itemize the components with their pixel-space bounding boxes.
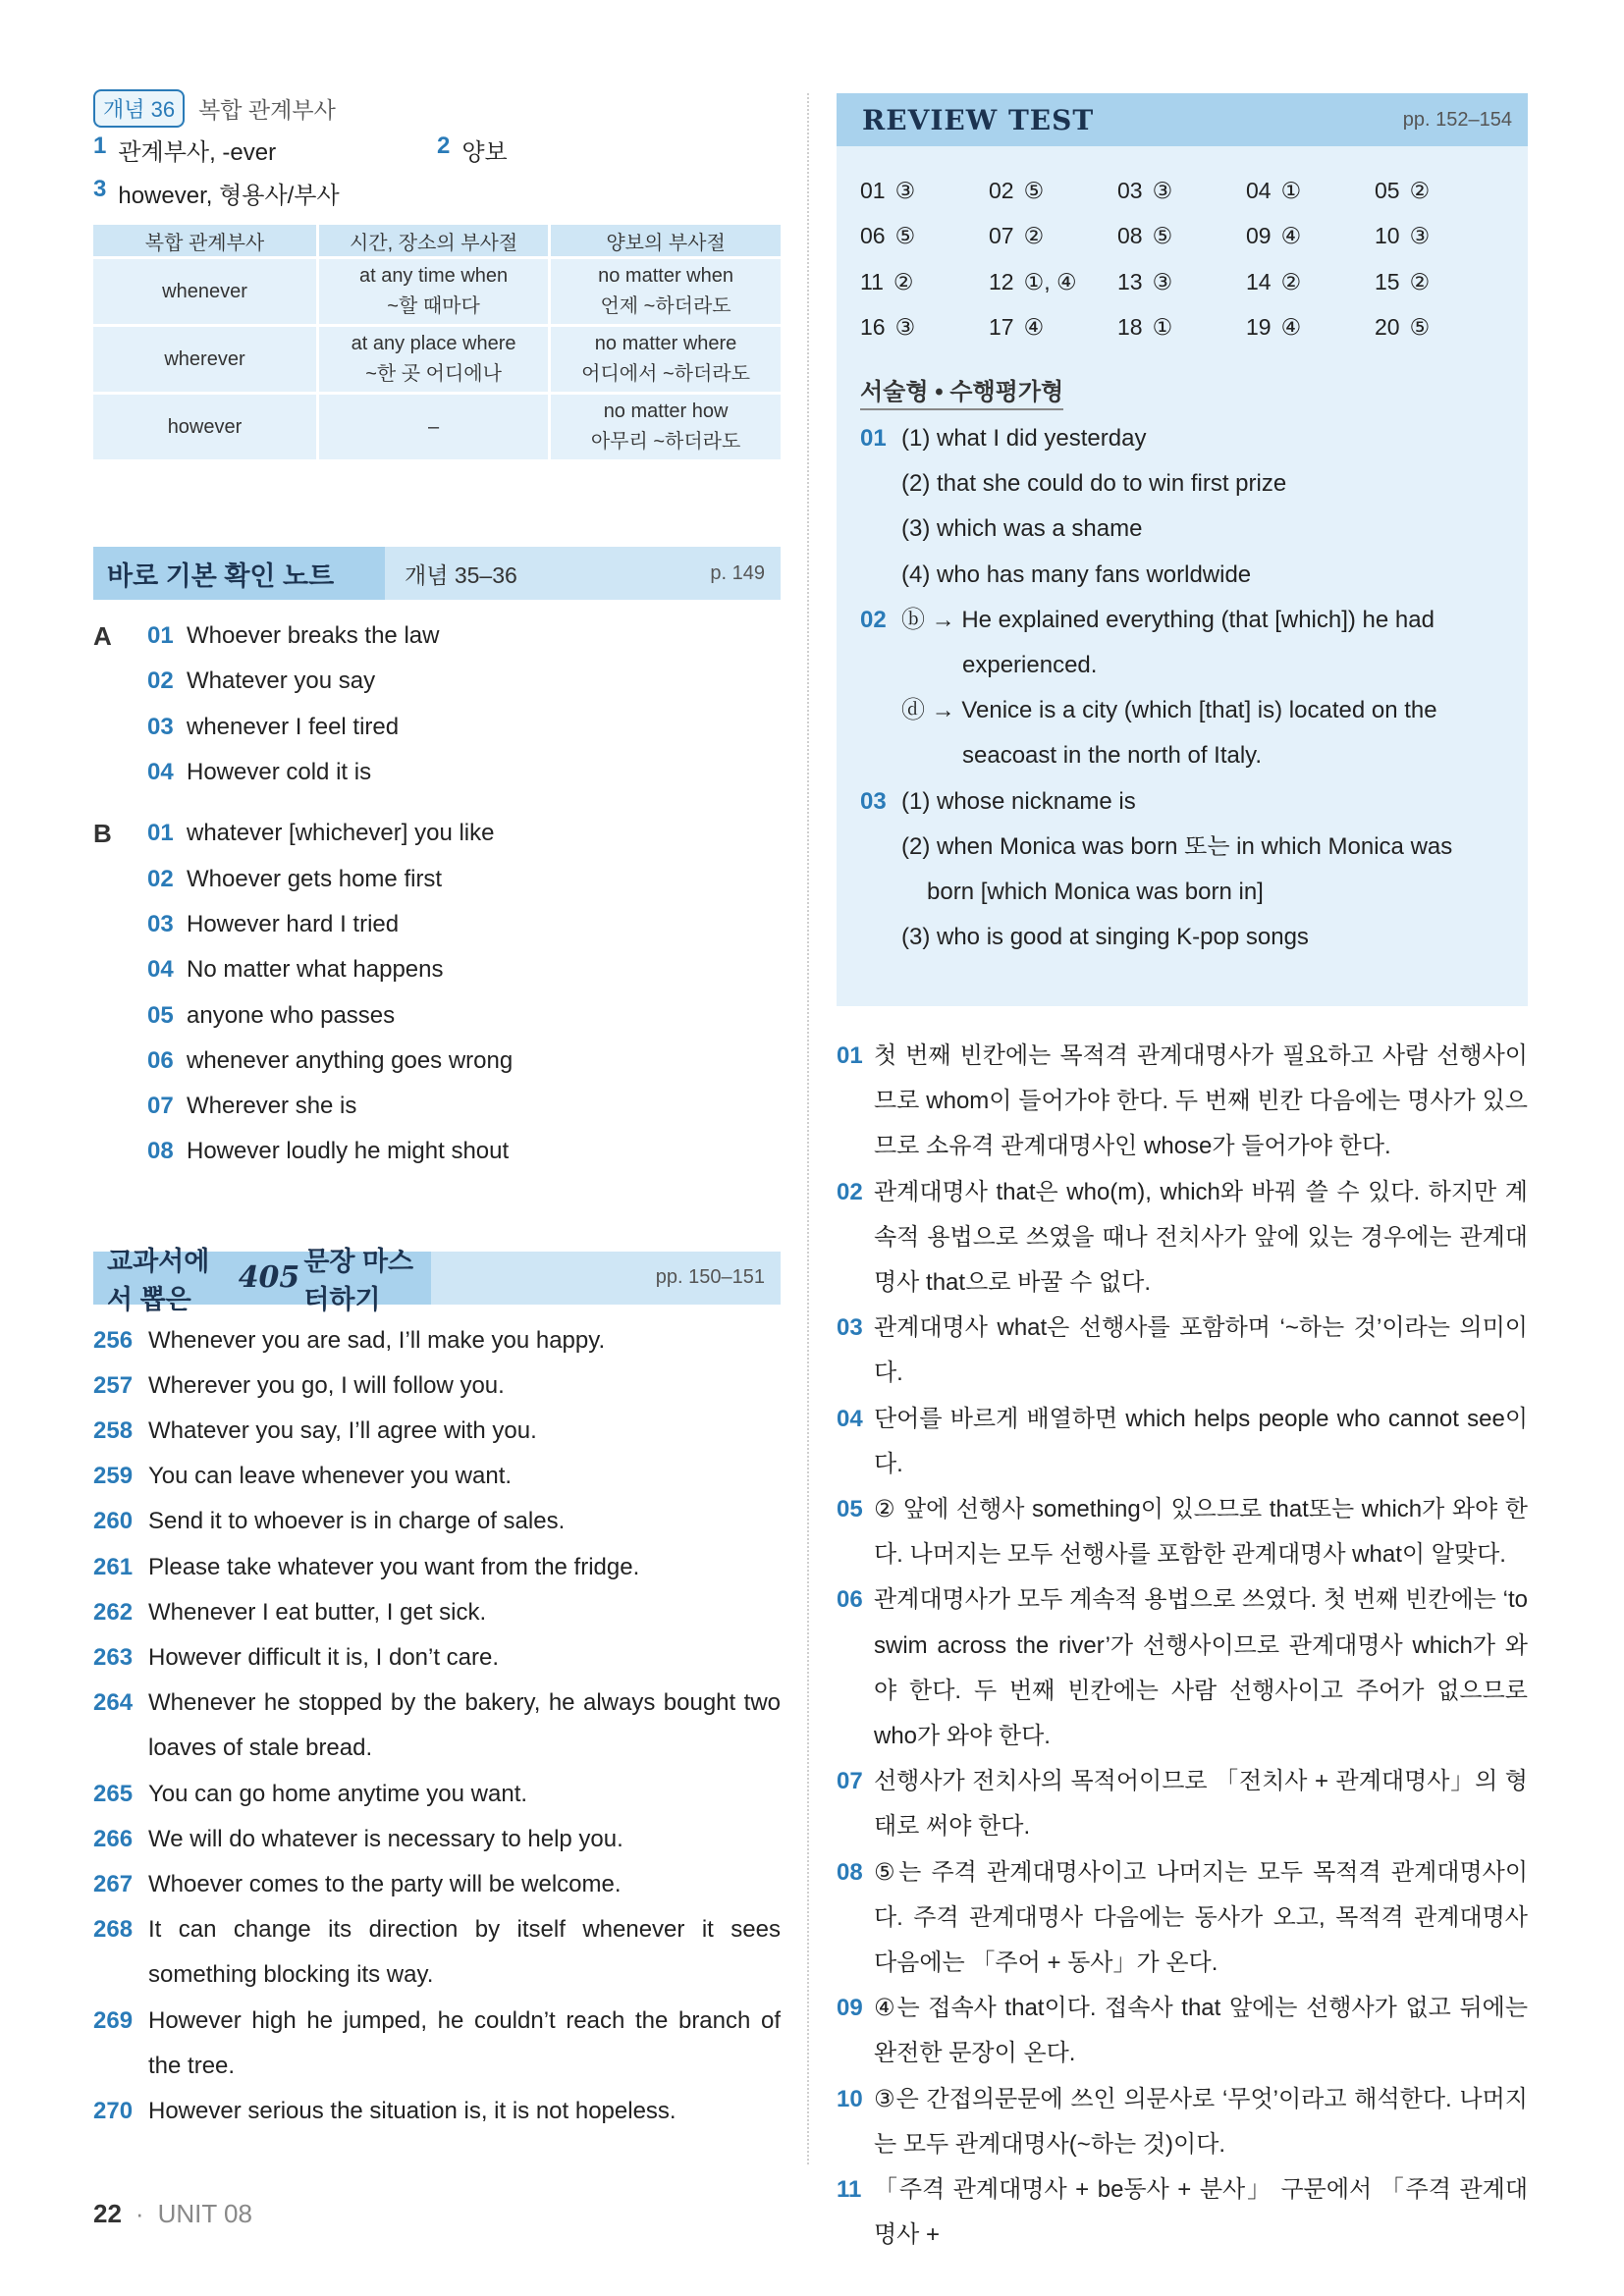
group-letter: B <box>93 819 112 849</box>
sentence-item: 257 Wherever you go, I will follow you. <box>93 1371 505 1399</box>
answer-cell: 07 ② <box>989 223 1045 249</box>
answer-row <box>860 305 1528 351</box>
answer-cell: 04 ① <box>1246 177 1302 203</box>
list-item: 02 Whatever you say <box>147 667 376 695</box>
concept-title: 복합 관계부사 <box>198 96 336 123</box>
list-item: 04 However cold it is <box>147 759 372 786</box>
left-column <box>93 88 781 2134</box>
list-item: 01 Whoever breaks the law <box>147 622 440 650</box>
answer-cell: 14 ② <box>1246 268 1302 294</box>
review-header <box>837 93 1528 146</box>
answer-cell: 10 ③ <box>1375 223 1431 249</box>
sentence-list <box>93 1318 781 2135</box>
written-answer-line: 02 ⓑ → He explained everything (that [which]) he had <box>860 606 1435 633</box>
sentence-item: 266 We will do whatever is necessary to help you. <box>93 1825 623 1852</box>
sentence-item: 265 You can go home anytime you want. <box>93 1780 528 1807</box>
master-header <box>93 1246 781 1314</box>
explanations <box>837 1034 1528 2258</box>
written-answer-line: (3) who is good at singing K-pop songs <box>901 924 1309 951</box>
answer-cell: 19 ④ <box>1246 314 1302 341</box>
table-cell: – <box>319 395 548 459</box>
group-letter: A <box>93 621 112 651</box>
explanation-item: 03 관계대명사 what은 선행사를 포함하며 ‘~하는 것’이라는 의미이다. <box>837 1314 1528 1387</box>
list-item: 02 Whoever gets home first <box>147 865 443 892</box>
table-cell: at any place where ~한 곳 어디에나 <box>319 327 548 392</box>
page-number: 22 <box>93 2199 122 2228</box>
explanation-item: 09 ④는 접속사 that이다. 접속사 that 앞에는 선행사가 없고 뒤에는 완전한 문장이 온다. <box>837 1995 1528 2067</box>
list-item: 08 However loudly he might shout <box>147 1138 510 1165</box>
section-subtitle: 개념 35–36 <box>405 561 517 588</box>
concept-answer: 1 관계부사, -ever <box>93 132 277 166</box>
explanation-item: 08 ⑤는 주격 관계대명사이고 나머지는 모두 목적격 관계대명사이다. 주격 관계대명사 다음에는 동사가 오고, 목적격 관계대명사 다음에는 「주어 + 동사」가 온다. <box>837 1858 1528 1977</box>
answer-row <box>860 214 1528 260</box>
table-header: 시간, 장소의 부사절 <box>319 225 548 256</box>
group-items <box>147 614 781 795</box>
sentence-item: 263 However difficult it is, I don’t care. <box>93 1643 500 1671</box>
answer-cell: 03 ③ <box>1117 177 1173 203</box>
written-answer-line: ⓓ → Venice is a city (which [that] is) located on the <box>901 697 1437 724</box>
sentence-item: 264 Whenever he stopped by the bakery, he always bought two loaves of stale bread. <box>93 1689 781 1762</box>
sentence-item: 261 Please take whatever you want from the fridge. <box>93 1553 640 1580</box>
list-item: 07 Wherever she is <box>147 1093 357 1120</box>
page-reference: pp. 150–151 <box>655 1266 765 1289</box>
answer-row <box>860 259 1528 305</box>
concept-answer: 2 양보 <box>437 132 508 166</box>
answer-row <box>860 168 1528 214</box>
sentence-item: 260 Send it to whoever is in charge of sales. <box>93 1508 566 1535</box>
list-item: 03 However hard I tried <box>147 910 400 937</box>
written-answer-line: seacoast in the north of Italy. <box>962 742 1263 770</box>
answer-cell: 12 ①, ④ <box>989 268 1077 294</box>
section-title: 바로 기본 확인 노트 <box>93 547 385 600</box>
section-title: 교과서에서 뽑은 405 문장 마스터하기 <box>93 1252 431 1305</box>
concept-answer-row <box>93 128 781 171</box>
answer-cell: 11 ② <box>860 268 914 294</box>
sentence-item: 270 However serious the situation is, it is not hopeless. <box>93 2098 677 2125</box>
answer-cell: 05 ② <box>1375 177 1431 203</box>
unit-label: UNIT 08 <box>157 2199 252 2228</box>
concept-header <box>93 88 781 128</box>
list-item: 06 whenever anything goes wrong <box>147 1046 514 1074</box>
answer-grid <box>860 168 1528 350</box>
table-header-row <box>93 225 781 256</box>
page-reference: p. 149 <box>710 561 765 584</box>
written-answer-line: 01 (1) what I did yesterday <box>860 425 1147 452</box>
written-answer-line: 03 (1) whose nickname is <box>860 787 1136 815</box>
list-item: 01 whatever [whichever] you like <box>147 820 495 847</box>
table-row <box>93 395 781 459</box>
table-cell: whenever <box>93 259 316 324</box>
answer-group-a <box>93 614 781 795</box>
list-item: 03 whenever I feel tired <box>147 713 400 740</box>
explanation-item: 04 단어를 바르게 배열하면 which helps people who cannot see이다. <box>837 1405 1528 1477</box>
list-item: 05 anyone who passes <box>147 1001 396 1029</box>
list-item: 04 No matter what happens <box>147 956 444 984</box>
answer-cell: 16 ③ <box>860 314 916 341</box>
group-items <box>147 811 781 1174</box>
table-header: 양보의 부사절 <box>551 225 781 256</box>
written-answer-line: (2) that she could do to win first prize <box>901 470 1287 498</box>
answer-cell: 17 ④ <box>989 314 1045 341</box>
answer-cell: 01 ③ <box>860 177 916 203</box>
sentence-item: 259 You can leave whenever you want. <box>93 1463 513 1490</box>
answer-cell: 09 ④ <box>1246 223 1302 249</box>
sentence-item: 258 Whatever you say, I’ll agree with you. <box>93 1416 537 1444</box>
explanation-item: 01 첫 번째 빈칸에는 목적격 관계대명사가 필요하고 사람 선행사이므로 whom이 들어가야 한다. 두 번째 빈칸 다음에는 명사가 있으므로 소유격 관계대명사인 whose가 들어가야 한다. <box>837 1042 1528 1160</box>
section-title: REVIEW TEST <box>862 103 1095 136</box>
answer-cell: 20 ⑤ <box>1375 314 1431 341</box>
footer-separator: · <box>135 2199 144 2228</box>
table-cell: at any time when ~할 때마다 <box>319 259 548 324</box>
explanation-item: 02 관계대명사 that은 who(m), which와 바꿔 쓸 수 있다. 하지만 계속적 용법으로 쓰였을 때나 전치사가 앞에 있는 경우에는 관계대명사 that으로 바꿀 수 없다. <box>837 1178 1528 1297</box>
answer-cell: 13 ③ <box>1117 268 1173 294</box>
basic-note-header <box>93 547 781 600</box>
explanation-item: 11 「주격 관계대명사 + be동사 + 분사」 구문에서 「주격 관계대명사 + <box>837 2176 1528 2249</box>
sentence-item: 268 It can change its direction by itself whenever it sees something blocking its way. <box>93 1916 781 1989</box>
answer-cell: 08 ⑤ <box>1117 223 1173 249</box>
table-row <box>93 327 781 392</box>
answer-cell: 15 ② <box>1375 268 1431 294</box>
answer-cell: 18 ① <box>1117 314 1173 341</box>
written-answer-line: (2) when Monica was born 또는 in which Monica was <box>901 832 1453 860</box>
written-answer-line: (4) who has many fans worldwide <box>901 561 1252 588</box>
table-row <box>93 259 781 324</box>
concept-answer-row <box>93 171 781 214</box>
written-answer-line: born [which Monica was born in] <box>927 879 1264 906</box>
table-header: 복합 관계부사 <box>93 225 316 256</box>
answer-group-b <box>93 811 781 1174</box>
review-test-box <box>837 93 1528 1006</box>
concept-answer: 3 however, 형용사/부사 <box>93 175 340 209</box>
sentence-item: 262 Whenever I eat butter, I get sick. <box>93 1598 487 1626</box>
table-cell: wherever <box>93 327 316 392</box>
explanation-item: 06 관계대명사가 모두 계속적 용법으로 쓰였다. 첫 번째 빈칸에는 ‘to swim across the river’가 선행사이므로 관계대명사 which가 와야 한다. 두 번째 빈칸에는 사람 선행사이고 주어가 없으므로 who가 와야 한다. <box>837 1586 1528 1750</box>
page-footer <box>93 2199 252 2229</box>
written-answers <box>860 416 1506 960</box>
table-cell: no matter where 어디에서 ~하더라도 <box>551 327 781 392</box>
page-reference: pp. 152–154 <box>1402 108 1512 131</box>
column-divider <box>807 93 809 2164</box>
table-cell: no matter when 언제 ~하더라도 <box>551 259 781 324</box>
table-cell: however <box>93 395 316 459</box>
concept-table <box>90 222 784 462</box>
written-section-title: 서술형 • 수행평가형 <box>860 372 1063 410</box>
answer-cell: 02 ⑤ <box>989 177 1045 203</box>
written-answer-line: experienced. <box>962 652 1098 679</box>
explanation-item: 07 선행사가 전치사의 목적어이므로 「전치사 + 관계대명사」의 형태로 써야 한다. <box>837 1768 1528 1841</box>
answer-cell: 06 ⑤ <box>860 223 916 249</box>
sentence-item: 256 Whenever you are sad, I’ll make you happy. <box>93 1326 606 1354</box>
table-cell: no matter how 아무리 ~하더라도 <box>551 395 781 459</box>
written-answer-line: (3) which was a shame <box>901 515 1143 543</box>
sentence-item: 269 However high he jumped, he couldn’t reach the branch of the tree. <box>93 2006 781 2079</box>
explanation-item: 10 ③은 간접의문문에 쓰인 의문사로 ‘무엇’이라고 해석한다. 나머지는 모두 관계대명사(~하는 것)이다. <box>837 2085 1528 2158</box>
concept-tag: 개념 36 <box>93 89 185 128</box>
sentence-item: 267 Whoever comes to the party will be welcome. <box>93 1871 622 1897</box>
explanation-item: 05 ② 앞에 선행사 something이 있으므로 that또는 which가 와야 한다. 나머지는 모두 선행사를 포함한 관계대명사 what이 알맞다. <box>837 1496 1528 1569</box>
